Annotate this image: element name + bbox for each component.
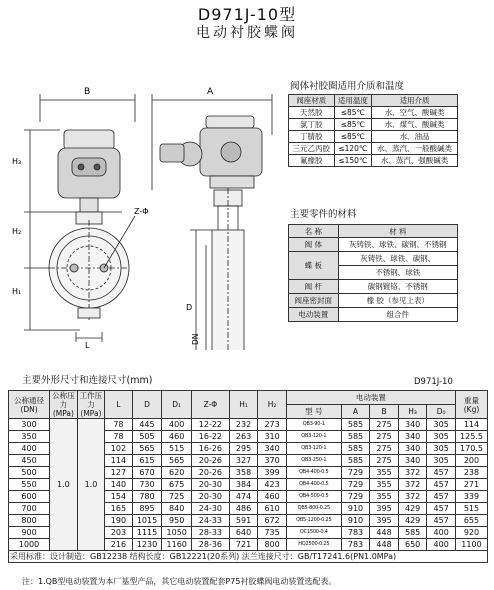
table-cell: 340	[398, 455, 427, 467]
table-cell: 920	[455, 527, 487, 539]
table-cell: 275	[370, 443, 399, 455]
table-cell: 275	[370, 455, 399, 467]
table-cell: 565	[162, 455, 192, 467]
table-cell: 400	[162, 419, 192, 431]
table-cell: 340	[258, 443, 287, 455]
table-cell: 1160	[162, 539, 192, 551]
standards-footer: 采用标准：设计制造：GB12238 结构长度：GB12221(20系列) 法兰连接尺寸：GB/T17241.6(PN1.0MPa)	[9, 551, 488, 563]
header-h3: H₃	[398, 405, 427, 419]
table-cell: 24-30	[192, 503, 230, 515]
dim-label-l: L	[85, 341, 90, 350]
table-cell: 729	[341, 467, 370, 479]
table-cell: 615	[132, 455, 162, 467]
table-cell: 355	[370, 479, 399, 491]
table-cell: 阀座密封面	[289, 294, 339, 308]
table-cell: 1100	[455, 539, 487, 551]
table-cell: QB4-400-0.5	[286, 467, 341, 479]
table-cell: 305	[427, 431, 456, 443]
table-cell: 20-26	[192, 455, 230, 467]
table-cell: 457	[427, 491, 456, 503]
table-row	[289, 131, 458, 143]
table-cell: 399	[258, 467, 287, 479]
table-cell: 天然胶	[289, 107, 335, 119]
table-cell: 355	[370, 467, 399, 479]
table-cell: QB4-400-0.5	[286, 479, 341, 491]
table-cell: 305	[427, 455, 456, 467]
table-row	[289, 238, 458, 252]
table-cell: 370	[258, 455, 287, 467]
table-cell: 263	[229, 431, 258, 443]
table-cell: 1.0	[50, 419, 78, 551]
header-weight: 重量(Kg)	[455, 391, 487, 419]
table-cell: 305	[427, 419, 456, 431]
table-cell: 735	[258, 527, 287, 539]
table-cell: 640	[229, 527, 258, 539]
table-cell: 273	[258, 419, 287, 431]
table-row	[289, 143, 458, 155]
table-cell: 16-26	[192, 443, 230, 455]
table-cell: 450	[9, 455, 50, 467]
header-z: Z-Φ	[192, 391, 230, 419]
table-cell: 28-36	[192, 539, 230, 551]
table-cell: 672	[258, 515, 287, 527]
table-cell: 蝶 板	[289, 252, 339, 280]
table-cell: 水、蒸汽、一般酸碱类	[372, 143, 458, 155]
table-cell: 24-33	[192, 515, 230, 527]
table-cell: 655	[455, 515, 487, 527]
table-cell: 1015	[132, 515, 162, 527]
header-b: B	[370, 405, 399, 419]
table-cell: 721	[229, 539, 258, 551]
table-cell: 140	[105, 479, 132, 491]
table-cell: 457	[427, 467, 456, 479]
table-cell: 400	[427, 539, 456, 551]
table-cell: 515	[162, 443, 192, 455]
table-cell: 395	[370, 503, 399, 515]
table-cell: 675	[162, 479, 192, 491]
table-cell: 372	[398, 479, 427, 491]
table-cell: 水、煤气、酸碱类	[372, 119, 458, 131]
table-cell: 114	[455, 419, 487, 431]
table-cell: 650	[398, 539, 427, 551]
header-h1: H₁	[229, 391, 258, 419]
dim-label-dn: DN	[191, 333, 200, 345]
parts-header: 材 料	[338, 225, 457, 238]
header-a: A	[341, 405, 370, 419]
table-cell: 165	[105, 503, 132, 515]
table-cell: 1050	[162, 527, 192, 539]
table-cell: 505	[132, 431, 162, 443]
dimensions-table	[8, 390, 488, 563]
table-cell: 339	[455, 491, 487, 503]
parts-header: 名 称	[289, 225, 339, 238]
header-dn: 公称通径(DN)	[9, 391, 50, 419]
table-row	[289, 280, 458, 294]
table-cell: 16-22	[192, 431, 230, 443]
table-cell: 457	[427, 515, 456, 527]
table-cell: 310	[258, 431, 287, 443]
table-cell: ≤85℃	[334, 119, 372, 131]
table-cell: 384	[229, 479, 258, 491]
table-cell: 585	[341, 419, 370, 431]
header-pn: 公称压力(MPa)	[50, 391, 78, 419]
dim-label-b: B	[84, 87, 91, 97]
table-cell: 585	[341, 431, 370, 443]
table-cell: 474	[229, 491, 258, 503]
table-cell: 305	[427, 443, 456, 455]
table-cell: 216	[105, 539, 132, 551]
table-cell: 448	[370, 539, 399, 551]
table-cell: 423	[258, 479, 287, 491]
table-cell: 800	[258, 539, 287, 551]
table-cell: QB3-120-1	[286, 443, 341, 455]
table-cell: 400	[9, 443, 50, 455]
table-cell: ≤85℃	[334, 131, 372, 143]
lining-header: 适用温度	[334, 95, 372, 107]
header-wp: 工作压力(MPa)	[77, 391, 105, 419]
table-cell: 170.5	[455, 443, 487, 455]
table-cell: 500	[9, 467, 50, 479]
table-cell: QC1500-0.4	[286, 527, 341, 539]
table-cell: 20-30	[192, 491, 230, 503]
header-model: 型 号	[286, 405, 341, 419]
table-cell: 271	[455, 479, 487, 491]
table-cell: 448	[370, 527, 399, 539]
table-cell: 460	[162, 431, 192, 443]
table-cell: 102	[105, 443, 132, 455]
dim-label-a: A	[207, 87, 214, 97]
table-cell: 190	[105, 515, 132, 527]
table-cell: 591	[229, 515, 258, 527]
table-row	[9, 419, 488, 431]
table-cell: 238	[455, 467, 487, 479]
table-cell: 610	[258, 503, 287, 515]
table-cell: 阀 体	[289, 238, 339, 252]
table-cell: 725	[162, 491, 192, 503]
table-cell: 783	[341, 539, 370, 551]
table-cell: 910	[341, 515, 370, 527]
table-cell: 114	[105, 455, 132, 467]
table-cell: 127	[105, 467, 132, 479]
table-cell: 125.5	[455, 431, 487, 443]
table-cell: 灰铸铁、球铁、碳钢、不锈钢	[338, 238, 457, 252]
lining-table	[288, 94, 458, 167]
table-cell: 28-33	[192, 527, 230, 539]
header-h2: H₂	[258, 391, 287, 419]
table-cell: 730	[132, 479, 162, 491]
main-table-code: D971J-10	[414, 377, 453, 387]
table-cell: QB4-500-0.5	[286, 491, 341, 503]
table-cell: 783	[341, 527, 370, 539]
table-cell: 460	[258, 491, 287, 503]
table-cell: 800	[9, 515, 50, 527]
table-cell: 阀 杆	[289, 280, 339, 294]
table-cell: 1.0	[77, 419, 105, 551]
table-cell: 灰铸铁、球铁、碳钢、	[338, 252, 457, 266]
table-cell: 729	[341, 479, 370, 491]
table-cell: 78	[105, 431, 132, 443]
table-cell: 670	[132, 467, 162, 479]
dim-label-d: D	[186, 303, 193, 312]
table-cell: ≤85℃	[334, 107, 372, 119]
table-cell: 不锈钢、球铁	[338, 266, 457, 280]
table-cell: 395	[370, 515, 399, 527]
table-cell: 515	[455, 503, 487, 515]
table-cell: 729	[341, 491, 370, 503]
table-cell: 457	[427, 503, 456, 515]
table-cell: 340	[398, 443, 427, 455]
table-cell: 585	[398, 527, 427, 539]
table-cell: ≤150℃	[334, 155, 372, 167]
lining-header: 阀座材质	[289, 95, 335, 107]
table-cell: 340	[398, 419, 427, 431]
dim-label-z: Z-Φ	[134, 207, 149, 216]
lining-header: 适用介质	[372, 95, 458, 107]
table-cell: 445	[132, 419, 162, 431]
table-cell: 200	[455, 455, 487, 467]
header-d: D	[132, 391, 162, 419]
table-cell: QB5-800-0.25	[286, 503, 341, 515]
table-cell: 203	[105, 527, 132, 539]
table-cell: 232	[229, 419, 258, 431]
table-cell: 840	[162, 503, 192, 515]
parts-table	[288, 224, 458, 322]
table-row	[289, 308, 458, 322]
table-cell: 水、油品	[372, 131, 458, 143]
table-cell: 585	[341, 443, 370, 455]
table-cell: 水、空气、酸碱类	[372, 107, 458, 119]
table-cell: 275	[370, 431, 399, 443]
table-cell: 900	[9, 527, 50, 539]
valve-drawing	[0, 80, 290, 350]
table-cell: 20-26	[192, 467, 230, 479]
dim-label-h3: H₃	[12, 157, 22, 166]
table-cell: 78	[105, 419, 132, 431]
table-cell: 340	[398, 431, 427, 443]
table-cell: 154	[105, 491, 132, 503]
table-cell: 429	[398, 515, 427, 527]
table-cell: 1115	[132, 527, 162, 539]
page-title: D971J-10型	[197, 5, 297, 24]
page-subtitle: 电动衬胶蝶阀	[196, 25, 298, 41]
table-cell: 950	[162, 515, 192, 527]
table-cell: 585	[341, 455, 370, 467]
table-cell: 350	[9, 431, 50, 443]
parts-table-title: 主要零件的材料	[290, 209, 357, 220]
table-cell: 620	[162, 467, 192, 479]
table-cell: 355	[370, 491, 399, 503]
table-cell: ≤120℃	[334, 143, 372, 155]
table-cell: 780	[132, 491, 162, 503]
table-cell: 氟橡胶	[289, 155, 335, 167]
table-cell: 1000	[9, 539, 50, 551]
table-cell: 组合件	[338, 308, 457, 322]
table-cell: 20-30	[192, 479, 230, 491]
table-row	[289, 107, 458, 119]
header-d1: D₁	[162, 391, 192, 419]
main-table-title: 主要外形尺寸和连接尺寸(mm)	[22, 375, 153, 386]
table-cell: 486	[229, 503, 258, 515]
table-cell: 丁腈胶	[289, 131, 335, 143]
table-cell: 700	[9, 503, 50, 515]
table-cell: 295	[229, 443, 258, 455]
table-cell: 457	[427, 479, 456, 491]
table-cell: 水、蒸汽、强酸碱类	[372, 155, 458, 167]
table-cell: 300	[9, 419, 50, 431]
table-cell: 275	[370, 419, 399, 431]
table-cell: 橡 胶（参见上表）	[338, 294, 457, 308]
header-actuator: 电动装置	[286, 391, 455, 405]
table-cell: 910	[341, 503, 370, 515]
table-cell: 565	[132, 443, 162, 455]
table-cell: 358	[229, 467, 258, 479]
table-cell: 327	[229, 455, 258, 467]
table-cell: 电动装置	[289, 308, 339, 322]
table-cell: QB5-1200-0.25	[286, 515, 341, 527]
table-cell: 碳钢镀铬、不锈钢	[338, 280, 457, 294]
dim-label-h1: H₁	[12, 287, 22, 296]
table-cell: 895	[132, 503, 162, 515]
table-row	[289, 119, 458, 131]
table-cell: 1230	[132, 539, 162, 551]
table-cell: 372	[398, 467, 427, 479]
header-l: L	[105, 391, 132, 419]
table-cell: QB3-250-1	[286, 455, 341, 467]
table-cell: QB3-120-1	[286, 431, 341, 443]
table-cell: HQ2500-0.25	[286, 539, 341, 551]
table-row	[289, 294, 458, 308]
table-cell: 429	[398, 503, 427, 515]
table-cell: QB3-90-1	[286, 419, 341, 431]
table-cell: 400	[427, 527, 456, 539]
table-row	[289, 155, 458, 167]
dim-label-h2: H₂	[12, 227, 22, 236]
table-cell: 550	[9, 479, 50, 491]
header-d0: D₀	[427, 405, 456, 419]
table-cell: 600	[9, 491, 50, 503]
table-cell: 氯丁胶	[289, 119, 335, 131]
lining-table-title: 阀体衬胶圈适用介质和温度	[290, 81, 405, 92]
table-cell: 三元乙丙胶	[289, 143, 335, 155]
table-cell: 12-22	[192, 419, 230, 431]
table-cell: 372	[398, 491, 427, 503]
footnote: 注：1.QB型电动装置为本厂基型产品，其它电动装置配套P75衬胶蝶阀电动装置选配表。	[22, 577, 337, 586]
table-row	[289, 252, 458, 266]
